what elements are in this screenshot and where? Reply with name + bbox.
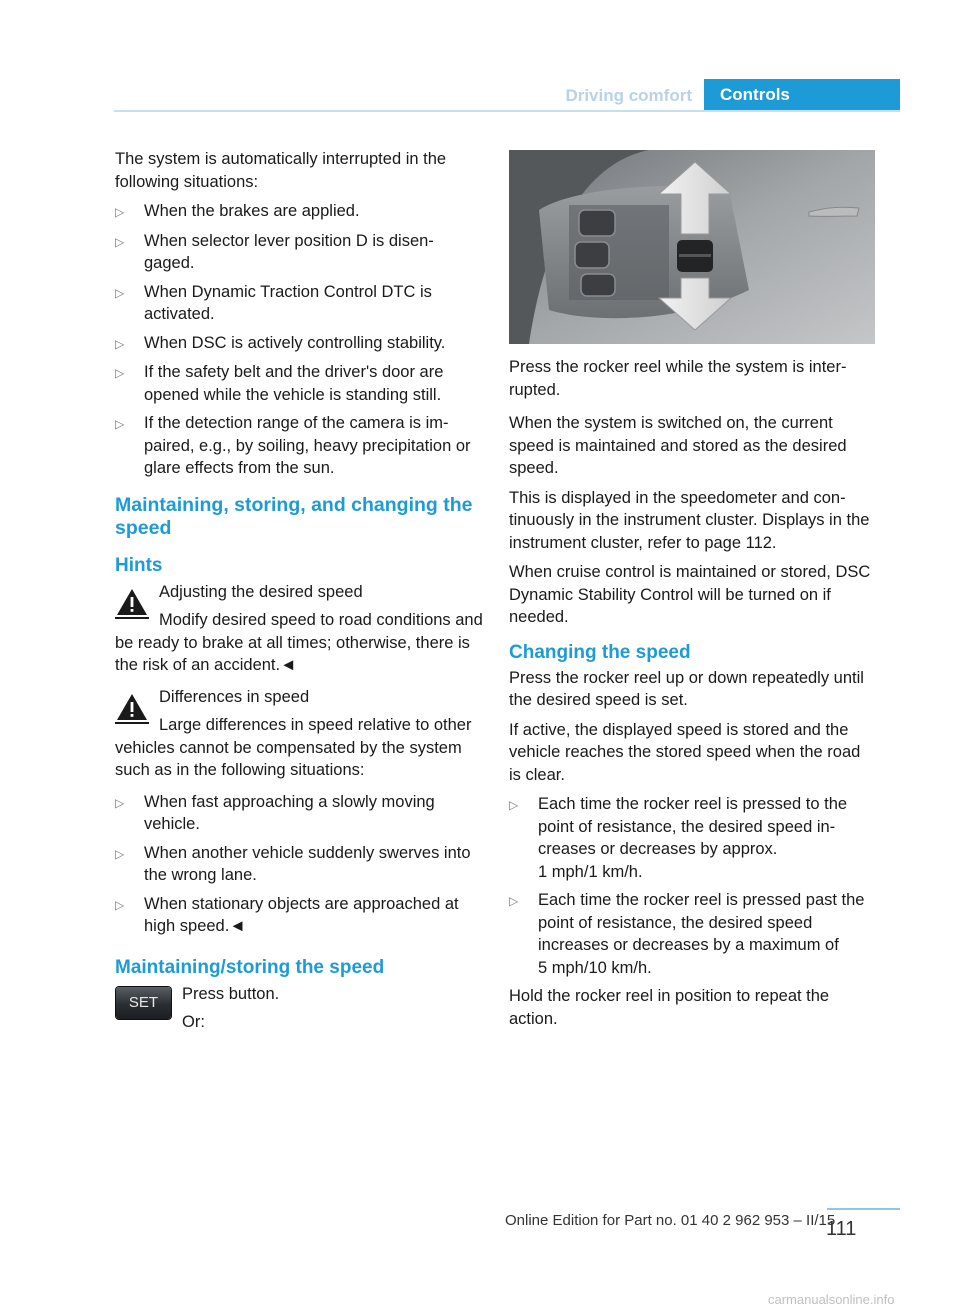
intro-paragraph: The system is automatically interrupted in the following situations: bbox=[115, 150, 447, 191]
warning-title: Adjusting the desired speed bbox=[159, 582, 363, 601]
warning-title: Differences in speed bbox=[159, 687, 310, 706]
warning-triangle-icon bbox=[115, 587, 149, 619]
set-button-block bbox=[115, 983, 483, 1034]
list-item: ▷ When DSC is actively controlling stability. bbox=[115, 332, 483, 356]
increment-list bbox=[509, 793, 875, 979]
right-column bbox=[509, 356, 875, 1037]
warning-block bbox=[115, 686, 483, 782]
list-item: ▷ When Dynamic Traction Control DTC is activated. bbox=[115, 281, 483, 326]
page-number: 111 bbox=[826, 1218, 857, 1240]
subsection-heading-changing: Changing the speed bbox=[509, 641, 691, 663]
list-item: ▷ Each time the rocker reel is pressed past the point of resistance, the desired speed increases or decreases by a maximum of 5 mph/10 km/h. bbox=[509, 889, 875, 979]
list-item: ▷ Each time the rocker reel is pressed to the point of resistance, the desired speed in-creases or decreases by approx. 1 mph/1 km/h. bbox=[509, 793, 875, 883]
list-item: ▷ When stationary objects are approached at high speed.◄ bbox=[115, 893, 483, 938]
list-item: ▷ When selector lever position D is disen-gaged. bbox=[115, 230, 483, 275]
paragraph: This is displayed in the speedometer and con-tinuously in the instrument cluster. Displays in the instrument cluster, refer to page 112. bbox=[509, 488, 870, 552]
section-heading: Maintaining, storing, and changing the speed bbox=[115, 493, 473, 539]
bullet-triangle-icon: ▷ bbox=[115, 366, 125, 380]
bullet-triangle-icon: ▷ bbox=[115, 336, 125, 351]
bullet-triangle-icon: ▷ bbox=[115, 417, 125, 431]
subsection-heading-hints: Hints bbox=[115, 554, 163, 576]
bullet-triangle-icon: ▷ bbox=[115, 795, 125, 810]
press-button-text: Press button. bbox=[182, 984, 280, 1003]
bullet-triangle-icon: ▷ bbox=[115, 205, 125, 219]
steering-wheel-rocker-image bbox=[509, 150, 875, 344]
header-divider bbox=[114, 110, 900, 112]
list-item: ▷ When the brakes are applied. bbox=[115, 200, 483, 224]
bullet-triangle-icon: ▷ bbox=[509, 894, 519, 908]
list-item: ▷ If the detection range of the camera is im-paired, e.g., by soiling, heavy precipitation or glare effects from the sun. bbox=[115, 412, 483, 480]
bullet-triangle-icon: ▷ bbox=[509, 798, 519, 812]
watermark: carmanualsonline.info bbox=[768, 1292, 895, 1307]
bullet-triangle-icon: ▷ bbox=[115, 897, 125, 912]
footer-divider bbox=[827, 1208, 900, 1210]
left-column bbox=[115, 148, 483, 1040]
footer-edition: Online Edition for Part no. 01 40 2 962 953 – II/15 bbox=[505, 1212, 836, 1229]
header-chapter-tab: Controls bbox=[704, 79, 900, 111]
paragraph: Press the rocker reel while the system is inter-rupted. bbox=[509, 358, 847, 399]
paragraph: When cruise control is maintained or stored, DSC Dynamic Stability Control will be turned on if needed. bbox=[509, 563, 871, 626]
situation-list bbox=[115, 791, 483, 938]
paragraph: Hold the rocker reel in position to repeat the action. bbox=[509, 987, 830, 1028]
paragraph: If active, the displayed speed is stored and the vehicle reaches the stored speed when the road is clear. bbox=[509, 720, 861, 784]
set-button-image: SET bbox=[116, 987, 171, 1019]
subsection-heading-storing: Maintaining/storing the speed bbox=[115, 956, 385, 978]
warning-block bbox=[115, 581, 483, 677]
list-item: ▷ If the safety belt and the driver's door are opened while the vehicle is standing still. bbox=[115, 361, 483, 406]
paragraph: When the system is switched on, the current speed is maintained and stored as the desired speed. bbox=[509, 414, 847, 477]
warning-body: Large differences in speed relative to other vehicles cannot be compensated by the system such as in the following situations: bbox=[115, 716, 472, 779]
header-section-title: Driving comfort bbox=[565, 86, 692, 105]
or-text: Or: bbox=[182, 1013, 205, 1031]
bullet-triangle-icon: ▷ bbox=[115, 846, 125, 861]
warning-body: Modify desired speed to road conditions and be ready to brake at all times; otherwise, there is the risk of an accident.◄ bbox=[115, 611, 483, 674]
warning-triangle-icon bbox=[115, 692, 149, 724]
bullet-triangle-icon: ▷ bbox=[115, 285, 125, 300]
list-item: ▷ When fast approaching a slowly moving vehicle. bbox=[115, 791, 483, 836]
paragraph: Press the rocker reel up or down repeatedly until the desired speed is set. bbox=[509, 668, 864, 709]
interruption-list bbox=[115, 200, 483, 480]
bullet-triangle-icon: ▷ bbox=[115, 234, 125, 249]
list-item: ▷ When another vehicle suddenly swerves into the wrong lane. bbox=[115, 842, 483, 887]
